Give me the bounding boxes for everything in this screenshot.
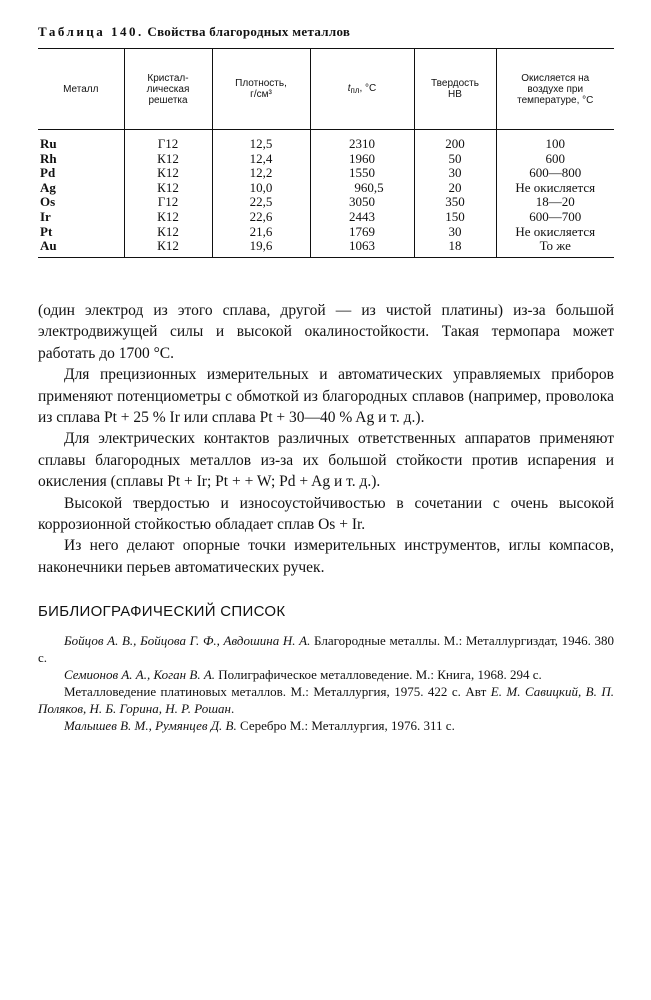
table-body-row — [38, 130, 614, 258]
column-oxidation: 100 600 600—800 Не окисляется 18—20 600—700 Не окисляется То же — [496, 130, 614, 258]
table-caption-title: Свойства благородных металлов — [147, 24, 351, 39]
header-metal: Металл — [38, 49, 124, 130]
header-hardness: Твердость НВ — [414, 49, 496, 130]
bibliography-entry: Бойцов А. В., Бойцова Г. Ф., Авдошина Н. А. Благородные металлы. М.: Металлургиздат, 1946. 380 с. — [38, 633, 614, 665]
header-oxidation: Окисляется на воздухе при температуре, °C — [496, 49, 614, 130]
bibliography-heading: БИБЛИОГРАФИЧЕСКИЙ СПИСОК — [38, 603, 286, 620]
noble-metals-table — [38, 48, 614, 258]
column-density: 12,5 12,4 12,2 10,0 22,5 22,6 21,6 19,6 — [212, 130, 310, 258]
body-text — [38, 300, 614, 578]
bibliography-entry: Семионов А. А., Коган В. А. Полиграфическое металловедение. М.: Книга, 1968. 294 с. — [64, 667, 542, 682]
table-caption — [38, 24, 350, 40]
header-lattice: Кристал- лическая решетка — [124, 49, 212, 130]
column-metal: Ru Rh Pd Ag Os Ir Pt Au — [38, 130, 124, 258]
header-density: Плотность, г/см³ — [212, 49, 310, 130]
bibliography-entry: Металловедение платиновых металлов. М.: Металлургия, 1975. 422 с. Авт Е. М. Савицкий, В. П. Поляков, Н. Б. Горина, Н. Р. Рошан. — [38, 684, 614, 716]
column-hardness: 200 50 30 20 350 150 30 18 — [414, 130, 496, 258]
paragraph: (один электрод из этого сплава, другой — из чистой платины) из-за большой электродвижущей силы и высокой окалиностойкости. Такая термопара может работать до 1700 °C. — [38, 302, 614, 362]
paragraph: Из него делают опорные точки измерительных инструментов, иглы компасов, наконечники перьев автоматических ручек. — [38, 537, 614, 576]
paragraph: Высокой твердостью и износоустойчивостью в сочетании с очень высокой коррозионной стойкостью обладает сплав Os + Ir. — [38, 494, 614, 534]
header-melting-point: $t_{пл}$, °C — [310, 49, 414, 130]
column-melting-point: 2310 1960 1550 960,5 3050 2443 1769 1063 — [310, 130, 414, 258]
table-header-row — [38, 49, 614, 130]
paragraph: Для электрических контактов различных ответственных аппаратов применяют сплавы благородных металлов из-за их большой стойкости против испарения и окисления (сплавы Pt + Ir; Pt + + W; Pd + Ag и т. д.). — [38, 430, 614, 491]
paragraph: Для прецизионных измерительных и автоматических управляемых приборов применяют потенциометры с обмоткой из благородных сплавов (например, проволока из сплава Pt + 25 % Ir или сплава Pt + 30—40 % Ag и т. д.). — [38, 366, 614, 427]
table-caption-number: Таблица 140. — [38, 24, 144, 39]
bibliography-list — [38, 632, 614, 734]
column-lattice: Г12 К12 К12 К12 Г12 К12 К12 К12 — [124, 130, 212, 258]
bibliography-entry: Малышев В. М., Румянцев Д. В. Серебро М.: Металлургия, 1976. 311 с. — [64, 718, 455, 733]
